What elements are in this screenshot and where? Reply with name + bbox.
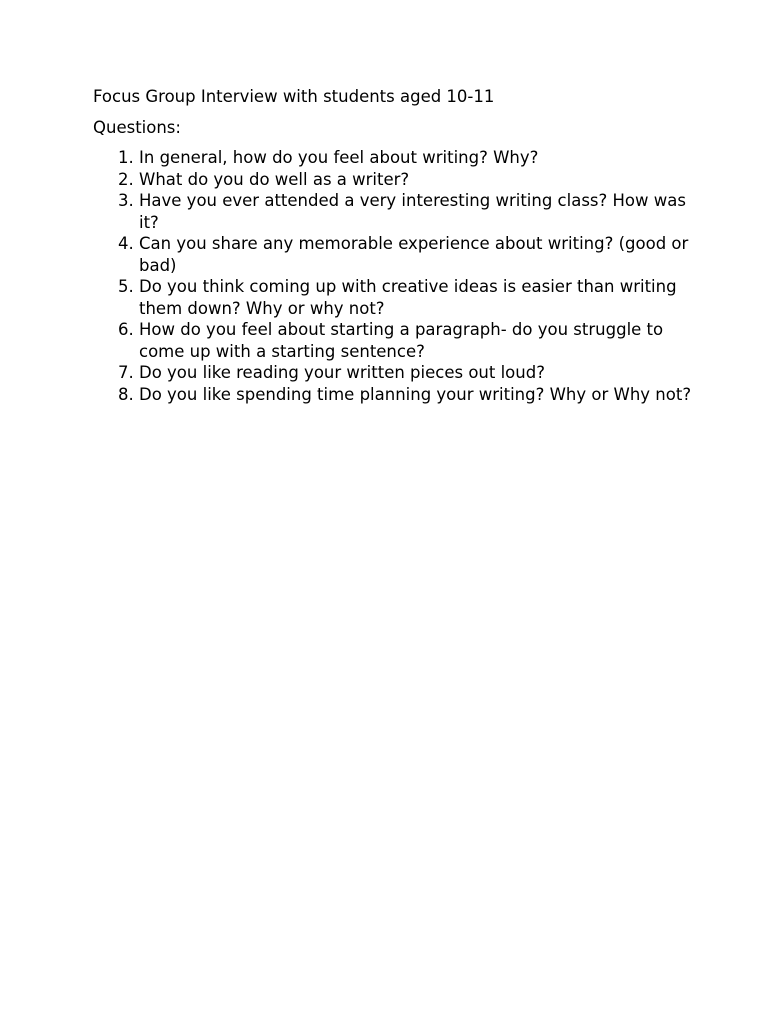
- question-item-1: 1. In general, how do you feel about writing? Why?: [139, 147, 693, 169]
- document-body: [93, 86, 693, 405]
- questions-label: Questions:: [93, 117, 181, 137]
- question-item-7: 7. Do you like reading your written pieces out loud?: [139, 362, 693, 384]
- questions-list: [93, 147, 693, 405]
- question-item-3: 3. Have you ever attended a very interesting writing class? How was it?: [139, 190, 693, 233]
- question-item-6: 6. How do you feel about starting a paragraph- do you struggle to come up with a starting sentence?: [139, 319, 693, 362]
- question-item-4: 4. Can you share any memorable experience about writing? (good or bad): [139, 233, 693, 276]
- question-item-5: 5. Do you think coming up with creative ideas is easier than writing them down? Why or why not?: [139, 276, 693, 319]
- document-title: Focus Group Interview with students aged 10-11: [93, 87, 495, 106]
- question-item-2: 2. What do you do well as a writer?: [139, 169, 693, 191]
- question-item-8: 8. Do you like spending time planning your writing? Why or Why not?: [139, 384, 693, 406]
